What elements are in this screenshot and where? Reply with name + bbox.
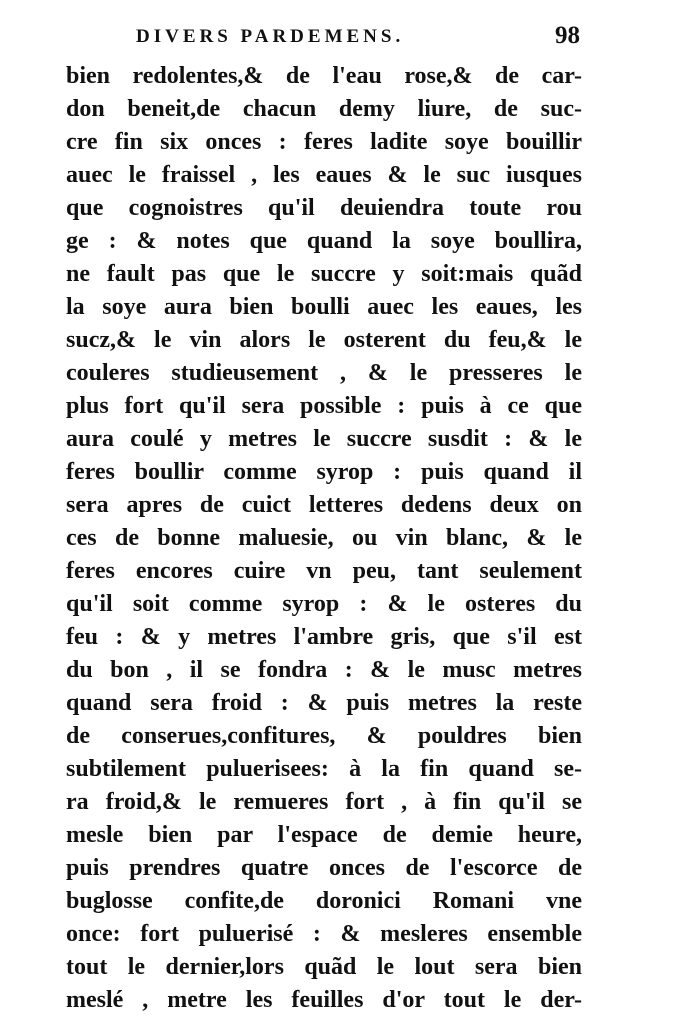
text-line: couleres studieusement , & le presseres le [66, 360, 582, 386]
text-line: puis prendres quatre onces de l'escorce de [66, 855, 582, 881]
text-line: once: fort puluerisé : & mesleres ensemble [66, 921, 582, 947]
text-line: la soye aura bien boulli auec les eaues, les [66, 294, 582, 320]
text-line: du bon , il se fondra : & le musc metres [66, 657, 582, 683]
text-line: sera apres de cuict letteres dedens deux on [66, 492, 582, 518]
text-line: feres boullir comme syrop : puis quand il [66, 459, 582, 485]
text-line: don beneit,de chacun demy liure, de suc- [66, 96, 582, 122]
text-line: plus fort qu'il sera possible : puis à ce que [66, 393, 582, 419]
text-line: cre fin six onces : feres ladite soye bouillir [66, 129, 582, 155]
text-line: feu : & y metres l'ambre gris, que s'il est [66, 624, 582, 650]
text-line: ces de bonne maluesie, ou vin blanc, & le [66, 525, 582, 551]
text-line: ra froid,& le remueres fort , à fin qu'il se [66, 789, 582, 815]
text-line: buglosse confite,de doronici Romani vne [66, 888, 582, 914]
text-line: qu'il soit comme syrop : & le osteres du [66, 591, 582, 617]
text-line: quand sera froid : & puis metres la reste [66, 690, 582, 716]
text-line: que cognoistres qu'il deuiendra toute rou [66, 195, 582, 221]
text-line: meslé , metre les feuilles d'or tout le der- [66, 987, 582, 1013]
running-head [60, 22, 580, 54]
text-line: subtilement puluerisees: à la fin quand se- [66, 756, 582, 782]
text-line: aura coulé y metres le succre susdit : & le [66, 426, 582, 452]
text-line: de conserues,confitures, & pouldres bien [66, 723, 582, 749]
text-line: feres encores cuire vn peu, tant seulement [66, 558, 582, 584]
text-line: sucz,& le vin alors le osterent du feu,& le [66, 327, 582, 353]
text-line: auec le fraissel , les eaues & le suc iusques [66, 162, 582, 188]
running-title: DIVERS PARDEMENS. [136, 26, 405, 47]
text-line: mesle bien par l'espace de demie heure, [66, 822, 582, 848]
body-text [66, 60, 582, 1017]
text-line: bien redolentes,& de l'eau rose,& de car- [66, 63, 582, 89]
text-line: tout le dernier,lors quãd le lout sera bien [66, 954, 582, 980]
text-line: ne fault pas que le succre y soit:mais quãd [66, 261, 582, 287]
text-line: ge : & notes que quand la soye boullira, [66, 228, 582, 254]
page-number: 98 [555, 22, 580, 49]
